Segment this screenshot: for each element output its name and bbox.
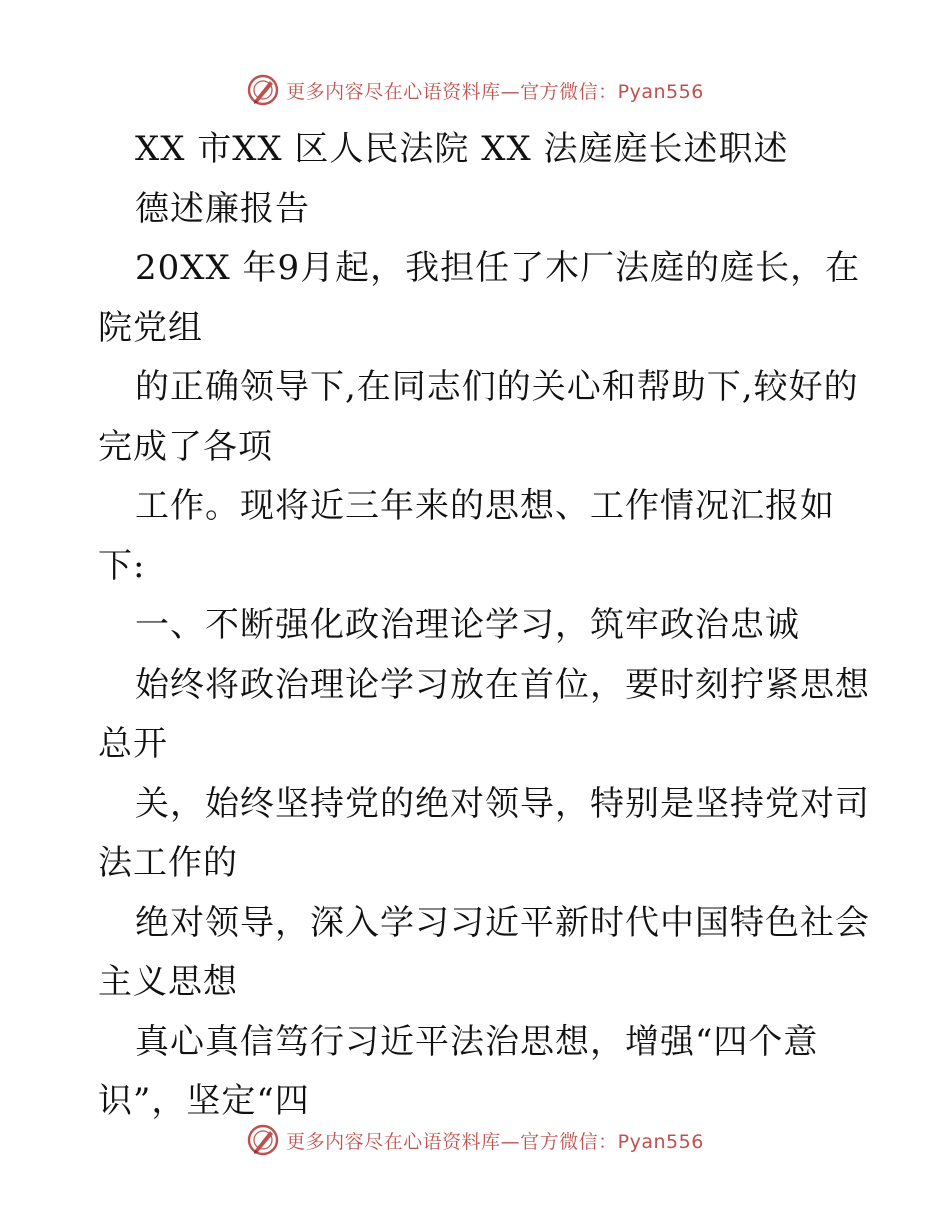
paragraph-line: 法工作的 [98, 843, 238, 883]
footer-banner [0, 1120, 950, 1160]
paragraph-line: 的正确领导下,在同志们的关心和帮助下,较好的 [135, 367, 859, 407]
section-heading: 一、不断强化政治理论学习，筑牢政治忠诚 [135, 605, 800, 645]
paragraph-line: 始终将政治理论学习放在首位，要时刻拧紧思想 [135, 664, 870, 705]
paragraph-line: 主义思想 [98, 962, 238, 1002]
paragraph-line: 绝对领导，深入学习习近平新时代中国特色社会 [135, 902, 870, 943]
paragraph-line: 工作。现将近三年来的思想、工作情况汇报如 [135, 486, 835, 526]
pen-seal-logo-icon [246, 1123, 280, 1157]
paragraph-line: 20XX 年9月起，我担任了木厂法庭的庭长，在 [135, 248, 861, 288]
document-title-line-2: 德述廉报告 [135, 188, 310, 229]
header-banner [0, 70, 950, 110]
banner-text: 更多内容尽在心语资料库—官方微信：Pyan556 [286, 80, 704, 103]
banner-text: 更多内容尽在心语资料库—官方微信：Pyan556 [286, 1130, 704, 1153]
paragraph-line: 真心真信笃行习近平法治思想，增强“四个意 [135, 1021, 819, 1062]
paragraph-line: 院党组 [98, 307, 203, 348]
paragraph-line: 关，始终坚持党的绝对领导，特别是坚持党对司 [135, 783, 870, 824]
document-title-line-1: XX 市XX 区人民法院 XX 法庭庭长述职述 [135, 129, 789, 169]
paragraph-line: 识”，坚定“四 [98, 1081, 310, 1121]
pen-seal-logo-icon [246, 73, 280, 107]
paragraph-line: 下: [98, 545, 146, 586]
paragraph-line: 完成了各项 [98, 426, 273, 467]
document-body [98, 120, 898, 1132]
paragraph-line: 总开 [98, 724, 168, 764]
